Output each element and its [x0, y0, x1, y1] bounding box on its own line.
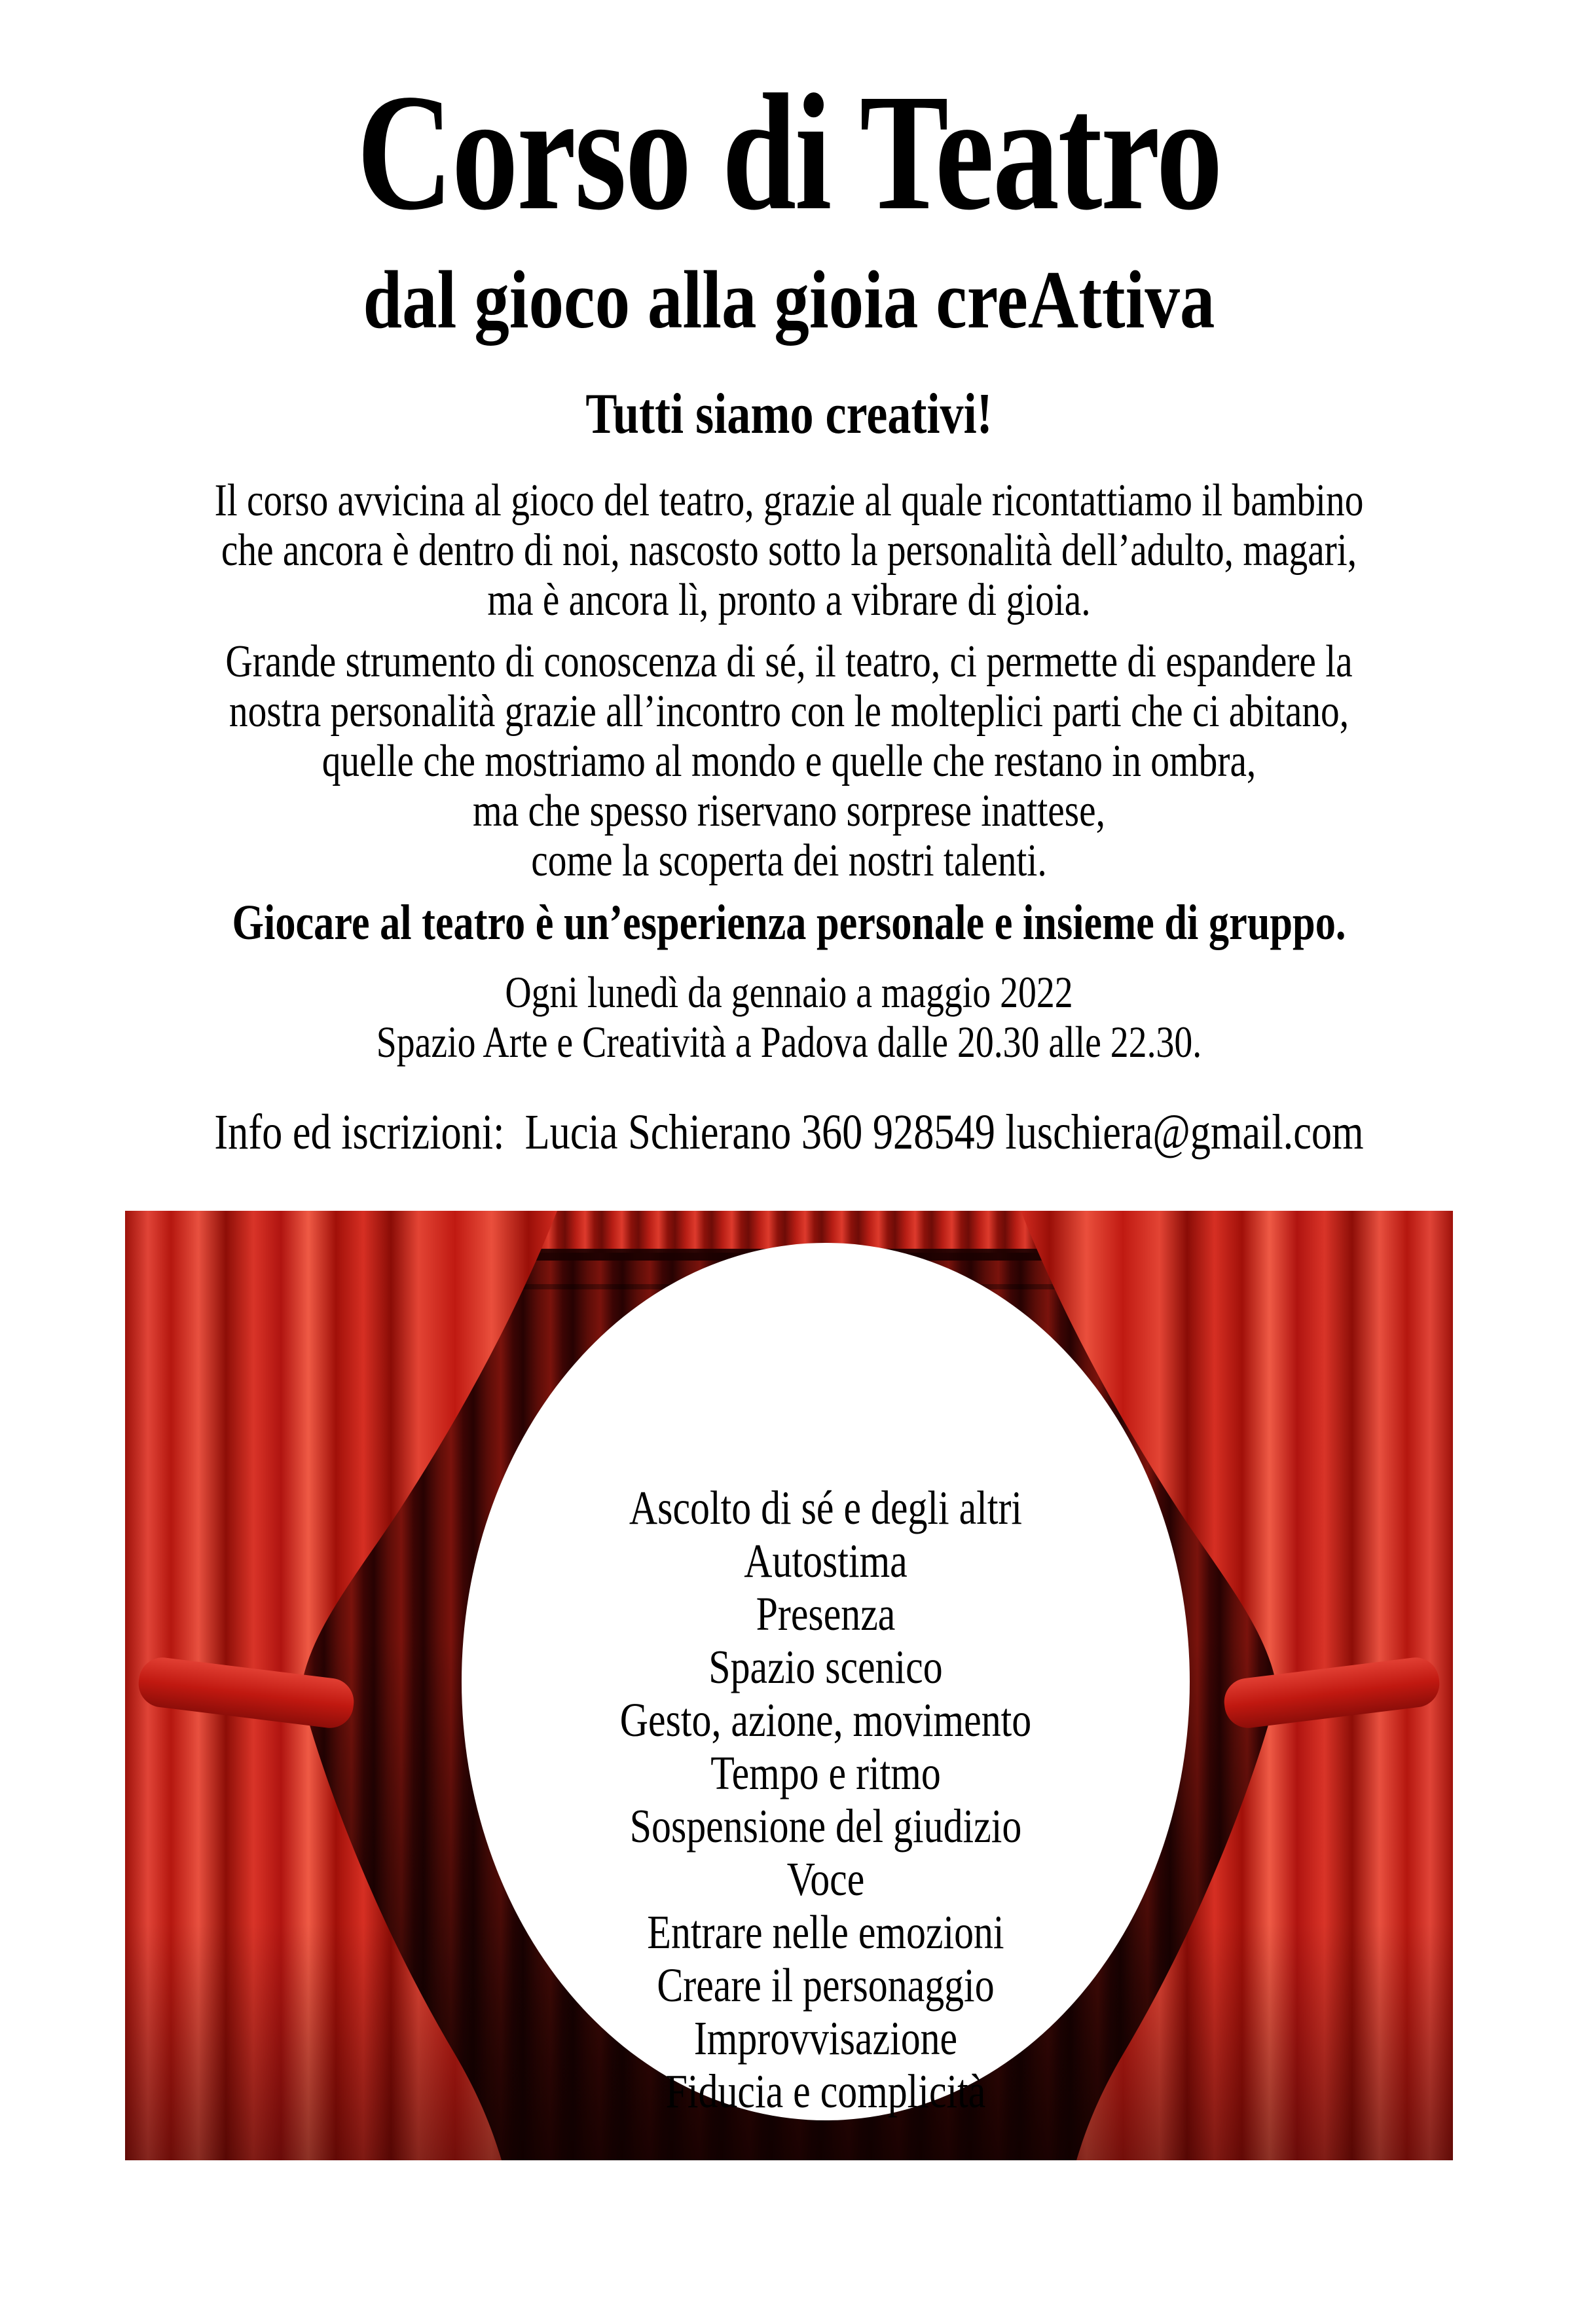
highlight-line: Giocare al teatro è un’esperienza personale e insieme di gruppo.: [232, 895, 1346, 950]
topics-list: [527, 1481, 1124, 2118]
intro-line: Il corso avvicina al gioco del teatro, grazie al quale ricontattiamo il bambino: [214, 475, 1364, 526]
body-line: ma che spesso riservano sorprese inattese,: [473, 785, 1105, 836]
topic-item: Gesto, azione, movimento: [619, 1693, 1032, 1746]
intro-line: che ancora è dentro di noi, nascosto sotto la personalità dell’adulto, magari,: [221, 525, 1357, 576]
tagline: Tutti siamo creativi!: [585, 382, 993, 447]
topic-item: Ascolto di sé e degli altri: [629, 1481, 1023, 1534]
body-line: Grande strumento di conoscenza di sé, il teatro, ci permette di espandere la: [225, 636, 1353, 687]
topic-item: Sospensione del giudizio: [629, 1799, 1022, 1853]
body-line: come la scoperta dei nostri talenti.: [531, 835, 1047, 886]
intro-paragraph: [142, 476, 1436, 625]
contact-line: Info ed iscrizioni: Lucia Schierano 360 928549 luschiera@gmail.com: [214, 1104, 1364, 1160]
topic-item: Presenza: [756, 1587, 896, 1640]
topic-item: Entrare nelle emozioni: [647, 1905, 1004, 1959]
body-paragraph: [142, 637, 1436, 886]
page-subtitle: dal gioco alla gioia creAttiva: [363, 254, 1215, 346]
topic-item: Improvvisazione: [693, 2011, 958, 2065]
schedule-line: Spazio Arte e Creatività a Padova dalle 20.30 alle 22.30.: [376, 1016, 1202, 1067]
schedule: [142, 967, 1436, 1067]
schedule-line: Ogni lunedì da gennaio a maggio 2022: [505, 967, 1073, 1017]
theater-curtains-image: [125, 1211, 1453, 2160]
page-title: Corso di Teatro: [356, 60, 1222, 245]
flyer-page: [0, 60, 1578, 2324]
topic-item: Voce: [786, 1852, 865, 1906]
topic-item: Creare il personaggio: [657, 1958, 995, 2012]
body-line: quelle che mostriamo al mondo e quelle che restano in ombra,: [321, 735, 1257, 786]
topic-item: Fiducia e complicità: [665, 2064, 986, 2118]
topic-item: Autostima: [744, 1534, 908, 1587]
intro-line: ma è ancora lì, pronto a vibrare di gioia.: [487, 574, 1091, 625]
topic-item: Spazio scenico: [708, 1640, 943, 1693]
body-line: nostra personalità grazie all’incontro con le molteplici parti che ci abitano,: [229, 686, 1349, 737]
topic-item: Tempo e ritmo: [710, 1746, 941, 1799]
